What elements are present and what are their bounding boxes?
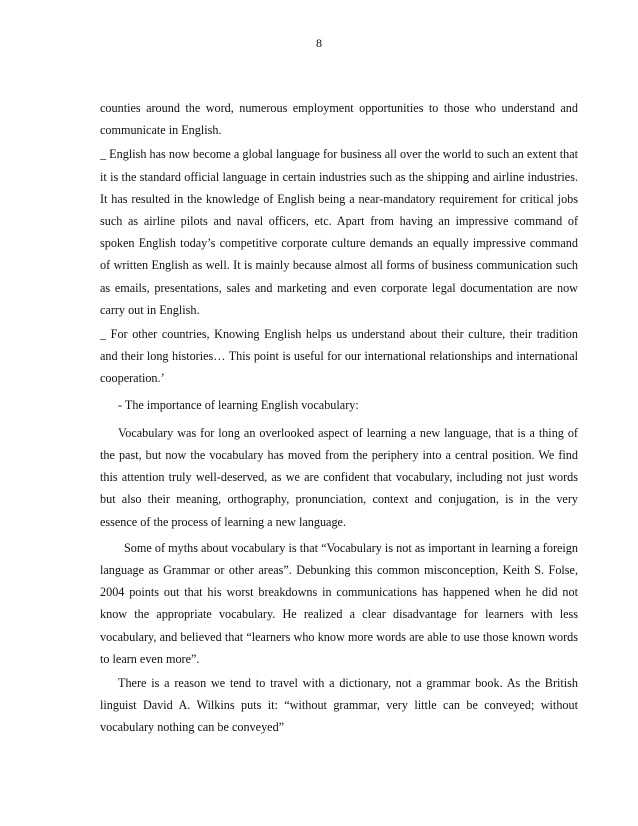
section-heading-vocabulary: - The importance of learning English vocabulary: — [118, 397, 359, 412]
paragraph-vocabulary-myths: Some of myths about vocabulary is that “Vocabulary is not as important in learning a foreign language as Grammar or other areas”. Debunking this common misconception, Keith S. Folse, 2004 points out that his worst breakdowns in communications has happened when he did not know the appropriate vocabulary. He realized a clear disadvantage for learners with less vocabulary, and believed that “learners who know more words are able to use those known words to learn even more”. — [100, 540, 578, 666]
paragraph-global-business: _ English has now become a global language for business all over the world to such an extent that it is the standard official language in certain industries such as the shipping and airline industries. It has resulted in the knowledge of English being a near-mandatory requirement for critical jobs such as airline pilots and naval officers, etc. Apart from having an impressive command of spoken English today’s competitive corporate culture demands an equally impressive command of written English as well. It is mainly because almost all forms of business communication such as emails, presentations, sales and marketing and even corporate legal documentation are now carry out in English. — [100, 147, 578, 317]
paragraph-dictionary: There is a reason we tend to travel with a dictionary, not a grammar book. As the British linguist David A. Wilkins puts it: “without grammar, very little can be conveyed; without vocabulary nothing can be conveyed” — [100, 676, 578, 735]
page-number: 8 — [316, 36, 322, 50]
paragraph-employment: counties around the word, numerous employment opportunities to those who understand and communicate in English. — [100, 101, 578, 138]
paragraph-vocabulary-overlooked: Vocabulary was for long an overlooked aspect of learning a new language, that is a thing of the past, but now the vocabulary has moved from the periphery into a central position. We find this attention truly well-deserved, as we are confident that vocabulary, including not just words but also their meaning, orthography, pronunciation, context and conjugation, is in the very essence of the process of learning a new language. — [100, 425, 578, 529]
document-body — [100, 97, 578, 741]
paragraph-other-countries: _ For other countries, Knowing English helps us understand about their culture, their tradition and their long histories… This point is useful for our international relationships and international cooperation.’ — [100, 327, 578, 386]
